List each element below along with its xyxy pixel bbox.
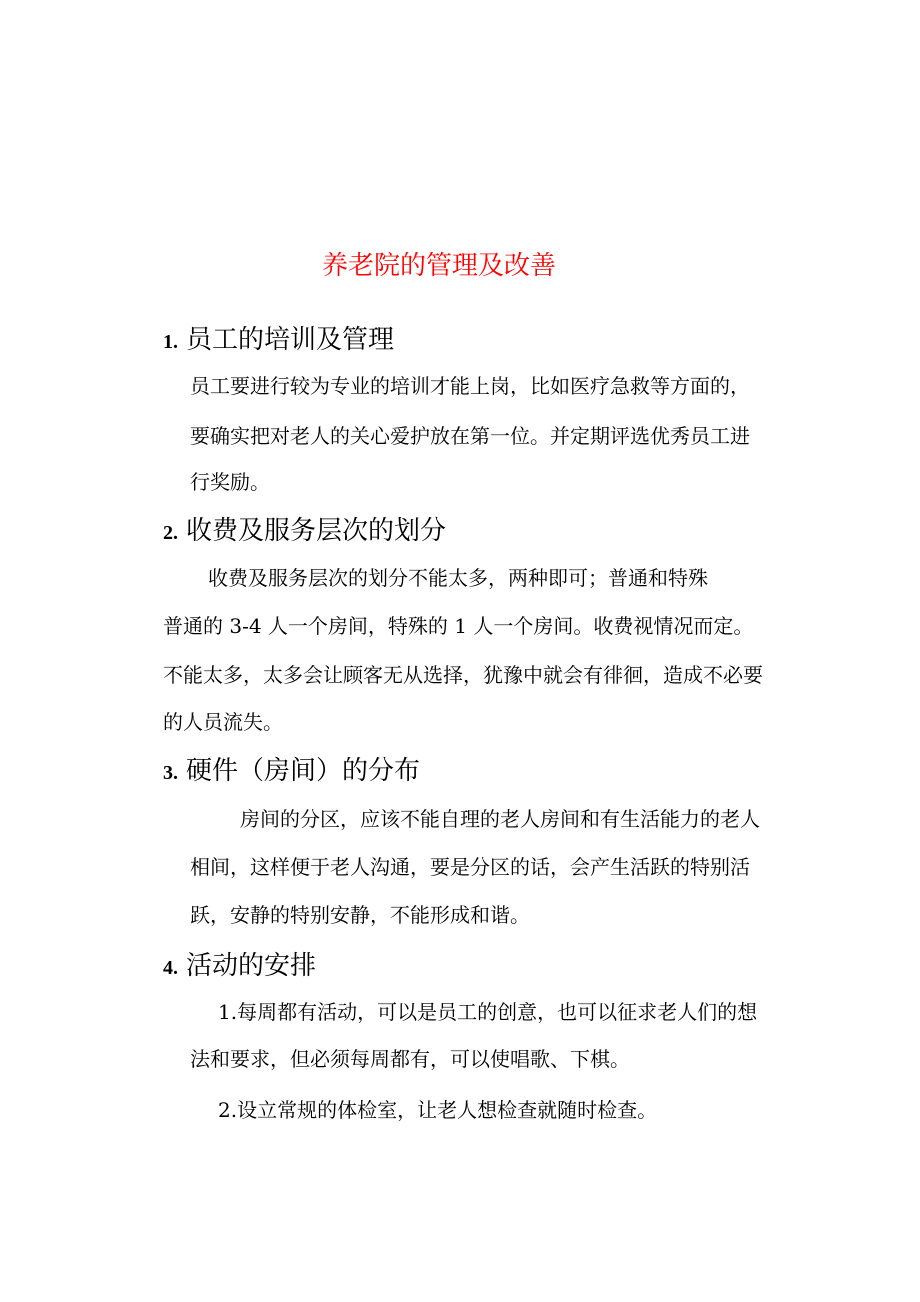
section-2-line-2: 普通的 3-4 人一个房间，特殊的 1 人一个房间。收费视情况而定。 (163, 614, 754, 638)
section-2-title: 收费及服务层次的划分 (186, 516, 447, 546)
section-4-line-2: 法和要求，但必须每周都有，可以使唱歌、下棋。 (190, 1047, 630, 1071)
section-2-line-3: 不能太多，太多会让顾客无从选择，犹豫中就会有徘徊，造成不必要 (163, 663, 763, 687)
section-1-line-3: 行奖励。 (190, 470, 270, 494)
document-title: 养老院的管理及改善 (321, 251, 556, 281)
section-3-line-2: 相间，这样便于老人沟通，要是分区的话，会产生活跃的特别活 (190, 855, 750, 879)
section-2-line-1: 收费及服务层次的划分不能太多，两种即可；普通和特殊 (208, 566, 708, 590)
section-3-line-3: 跃，安静的特别安静，不能形成和谐。 (190, 903, 530, 927)
section-3-heading (163, 753, 420, 791)
section-1-title: 员工的培训及管理 (186, 325, 395, 355)
section-1-line-2: 要确实把对老人的关心爱护放在第一位。并定期评选优秀员工进 (190, 424, 750, 448)
section-4-line-3: 2.设立常规的体检室，让老人想检查就随时检查。 (218, 1098, 658, 1122)
section-3-number: 3. (163, 762, 178, 784)
section-2-line-4: 的人员流失。 (163, 710, 283, 734)
section-3-line-1: 房间的分区，应该不能自理的老人房间和有生活能力的老人 (240, 807, 760, 831)
section-2-heading (163, 513, 446, 551)
section-1-line-1: 员工要进行较为专业的培训才能上岗，比如医疗急救等方面的， (190, 374, 750, 398)
section-4-heading (163, 948, 316, 986)
section-4-line-1: 1.每周都有活动，可以是员工的创意，也可以征求老人们的想 (218, 1000, 758, 1024)
section-3-title: 硬件（房间）的分布 (186, 756, 421, 786)
section-1-number: 1. (163, 331, 178, 353)
section-4-title: 活动的安排 (186, 951, 317, 981)
section-2-number: 2. (163, 522, 178, 544)
section-4-number: 4. (163, 957, 178, 979)
section-1-heading (163, 322, 394, 360)
